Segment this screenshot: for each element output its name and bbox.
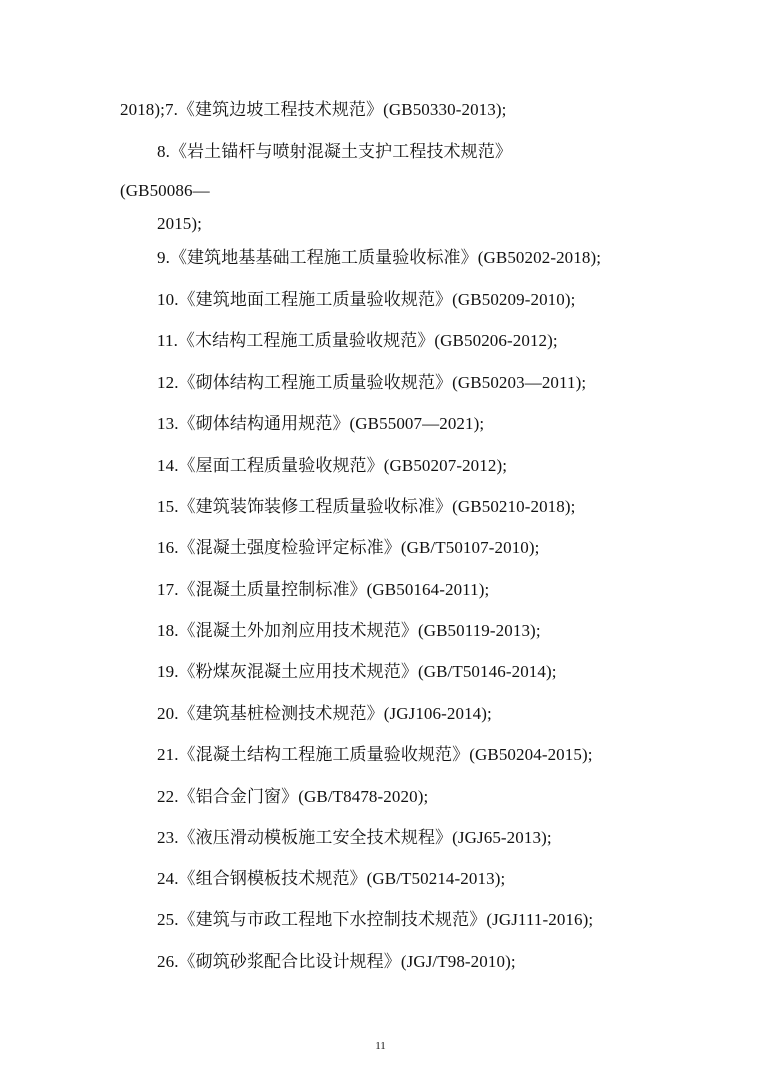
text-line: 25.《建筑与市政工程地下水控制技术规范》(JGJ111-2016);: [157, 910, 594, 929]
text-line: 10.《建筑地面工程施工质量验收规范》(GB50209-2010);: [157, 290, 576, 309]
text-line: 22.《铝合金门窗》(GB/T8478-2020);: [157, 787, 429, 806]
text-line: 2015);: [157, 214, 202, 233]
text-line: 23.《液压滑动模板施工安全技术规程》(JGJ65-2013);: [157, 828, 552, 847]
text-line: 24.《组合钢模板技术规范》(GB/T50214-2013);: [157, 869, 506, 888]
text-line: 17.《混凝土质量控制标准》(GB50164-2011);: [157, 580, 490, 599]
text-line: 20.《建筑基桩检测技术规范》(JGJ106-2014);: [157, 704, 492, 723]
text-line: 19.《粉煤灰混凝土应用技术规范》(GB/T50146-2014);: [157, 662, 557, 681]
text-line: 15.《建筑装饰装修工程质量验收标准》(GB50210-2018);: [157, 497, 576, 516]
text-line: 21.《混凝土结构工程施工质量验收规范》(GB50204-2015);: [157, 745, 593, 764]
text-line: 13.《砌体结构通用规范》(GB55007—2021);: [157, 414, 485, 433]
page-number: 11: [375, 1040, 386, 1052]
text-line: 12.《砌体结构工程施工质量验收规范》(GB50203—2011);: [157, 373, 587, 392]
text-line: 16.《混凝土强度检验评定标准》(GB/T50107-2010);: [157, 538, 540, 557]
text-line: 8.《岩土锚杆与喷射混凝土支护工程技术规范》: [157, 142, 512, 161]
text-line: 14.《屋面工程质量验收规范》(GB50207-2012);: [157, 456, 508, 475]
text-line: 18.《混凝土外加剂应用技术规范》(GB50119-2013);: [157, 621, 541, 640]
text-line: 11.《木结构工程施工质量验收规范》(GB50206-2012);: [157, 331, 558, 350]
text-line: 2018);7.《建筑边坡工程技术规范》(GB50330-2013);: [120, 100, 507, 119]
text-line: 26.《砌筑砂浆配合比设计规程》(JGJ/T98-2010);: [157, 952, 516, 971]
text-line: (GB50086—: [120, 181, 210, 200]
text-line: 9.《建筑地基基础工程施工质量验收标准》(GB50202-2018);: [157, 248, 602, 267]
